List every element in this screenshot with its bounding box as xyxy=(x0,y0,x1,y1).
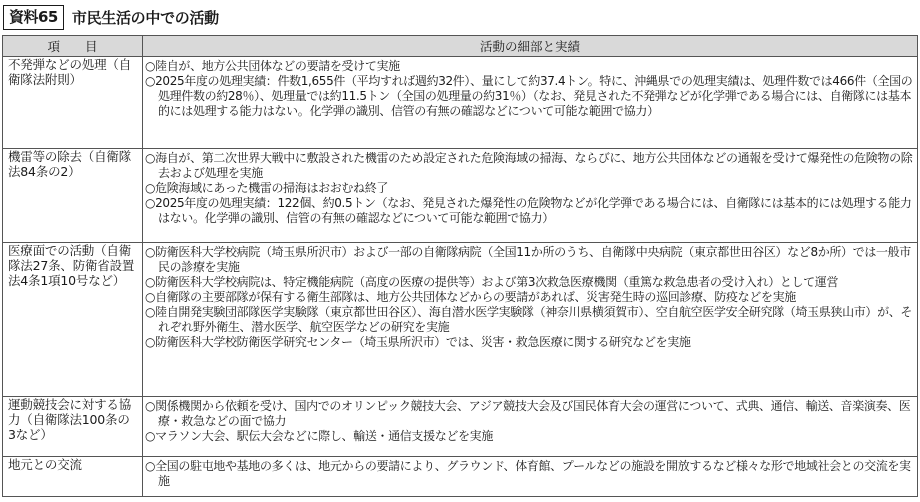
detail-bullet: ○海自が、第二次世界大戦中に敷設された機雷のため設定された危険海域の掃海、ならびに、地方公共団体などの通報を受けて爆発性の危険物の除去および処理を実施 xyxy=(145,151,913,180)
row-detail-cell xyxy=(143,243,918,397)
row-item-label: 運動競技会に対する協力（自衛隊法100条の3など） xyxy=(3,397,143,457)
detail-bullet: ○陸自が、地方公共団体などの要請を受けて実施 xyxy=(145,59,400,73)
activities-table xyxy=(2,35,918,497)
document-number-badge: 資料65 xyxy=(3,5,64,30)
detail-bullet: ○2025年度の処理実績：122個、約0.5トン（なお、発見された爆発性の危険物などが化学弾である場合には、自衛隊には基本的には処理する能力はない。化学弾の識別、信管の有無の確認などについて可能な範囲で協力） xyxy=(145,196,912,225)
table-header-row xyxy=(3,36,918,57)
detail-bullet: ○防衛医科大学校防衛医学研究センター（埼玉県所沢市）では、災害・救急医療に関する研究などを実施 xyxy=(145,335,691,349)
row-detail-cell xyxy=(143,457,918,497)
detail-bullet: ○自衛隊の主要部隊が保有する衛生部隊は、地方公共団体などからの要請があれば、災害発生時の巡回診療、防疫などを実施 xyxy=(145,290,796,304)
table-row xyxy=(3,397,918,457)
detail-bullet: ○2025年度の処理実績：件数1,655件（平均すれば週約32件）、量にして約37.4トン。特に、沖縄県での処理実績は、処理件数では466件（全国の処理件数の約28％）、処理量では約11.5トン（全国の処理量の約31％）（なお、発見された不発弾などが化学弾である場合には、自衛隊には基本的には処理する能力はない。化学弾の識別、信管の有無の確認などについて可能な範囲で協力） xyxy=(145,74,913,118)
row-item-label: 地元との交流 xyxy=(3,457,143,497)
row-detail-cell xyxy=(143,57,918,149)
table-row xyxy=(3,149,918,243)
document-header xyxy=(3,3,219,31)
table-row xyxy=(3,57,918,149)
detail-bullet: ○マラソン大会、駅伝大会などに際し、輸送・通信支援などを実施 xyxy=(145,429,493,443)
detail-bullet: ○陸自開発実験団部隊医学実験隊（東京都世田谷区）、海自潜水医学実験隊（神奈川県横須賀市）、空自航空医学安全研究隊（埼玉県狭山市）が、それぞれ野外衛生、潜水医学、航空医学などの研究を実施 xyxy=(145,305,913,334)
row-detail-cell xyxy=(143,397,918,457)
detail-bullet: ○危険海域にあった機雷の掃海はおおむね終了 xyxy=(145,181,389,195)
row-item-label: 不発弾などの処理（自衛隊法附則） xyxy=(3,57,143,149)
document-title: 市民生活の中での活動 xyxy=(71,8,219,27)
row-item-label: 機雷等の除去（自衛隊法84条の2） xyxy=(3,149,143,243)
column-header-detail: 活動の細部と実績 xyxy=(143,36,918,57)
detail-bullet: ○防衛医科大学校病院は、特定機能病院（高度の医療の提供等）および第3次救急医療機関（重篤な救急患者の受け入れ）として運営 xyxy=(145,275,839,289)
row-detail-cell xyxy=(143,149,918,243)
table-row xyxy=(3,457,918,497)
detail-bullet: ○防衛医科大学校病院（埼玉県所沢市）および一部の自衛隊病院（全国11か所のうち、自衛隊中央病院（東京都世田谷区）など8か所）では一般市民の診療を実施 xyxy=(145,245,911,274)
detail-bullet: ○全国の駐屯地や基地の多くは、地元からの要請により、グラウンド、体育館、プールなどの施設を開放するなど様々な形で地域社会との交流を実施 xyxy=(145,459,911,488)
table-row xyxy=(3,243,918,397)
detail-bullet: ○関係機関から依頼を受け、国内でのオリンピック競技大会、アジア競技大会及び国民体育大会の運営について、式典、通信、輸送、音楽演奏、医療・救急などの面で協力 xyxy=(145,399,911,428)
column-header-item: 項 目 xyxy=(3,36,143,57)
row-item-label: 医療面での活動（自衛隊法27条、防衛省設置法4条1項10号など） xyxy=(3,243,143,397)
